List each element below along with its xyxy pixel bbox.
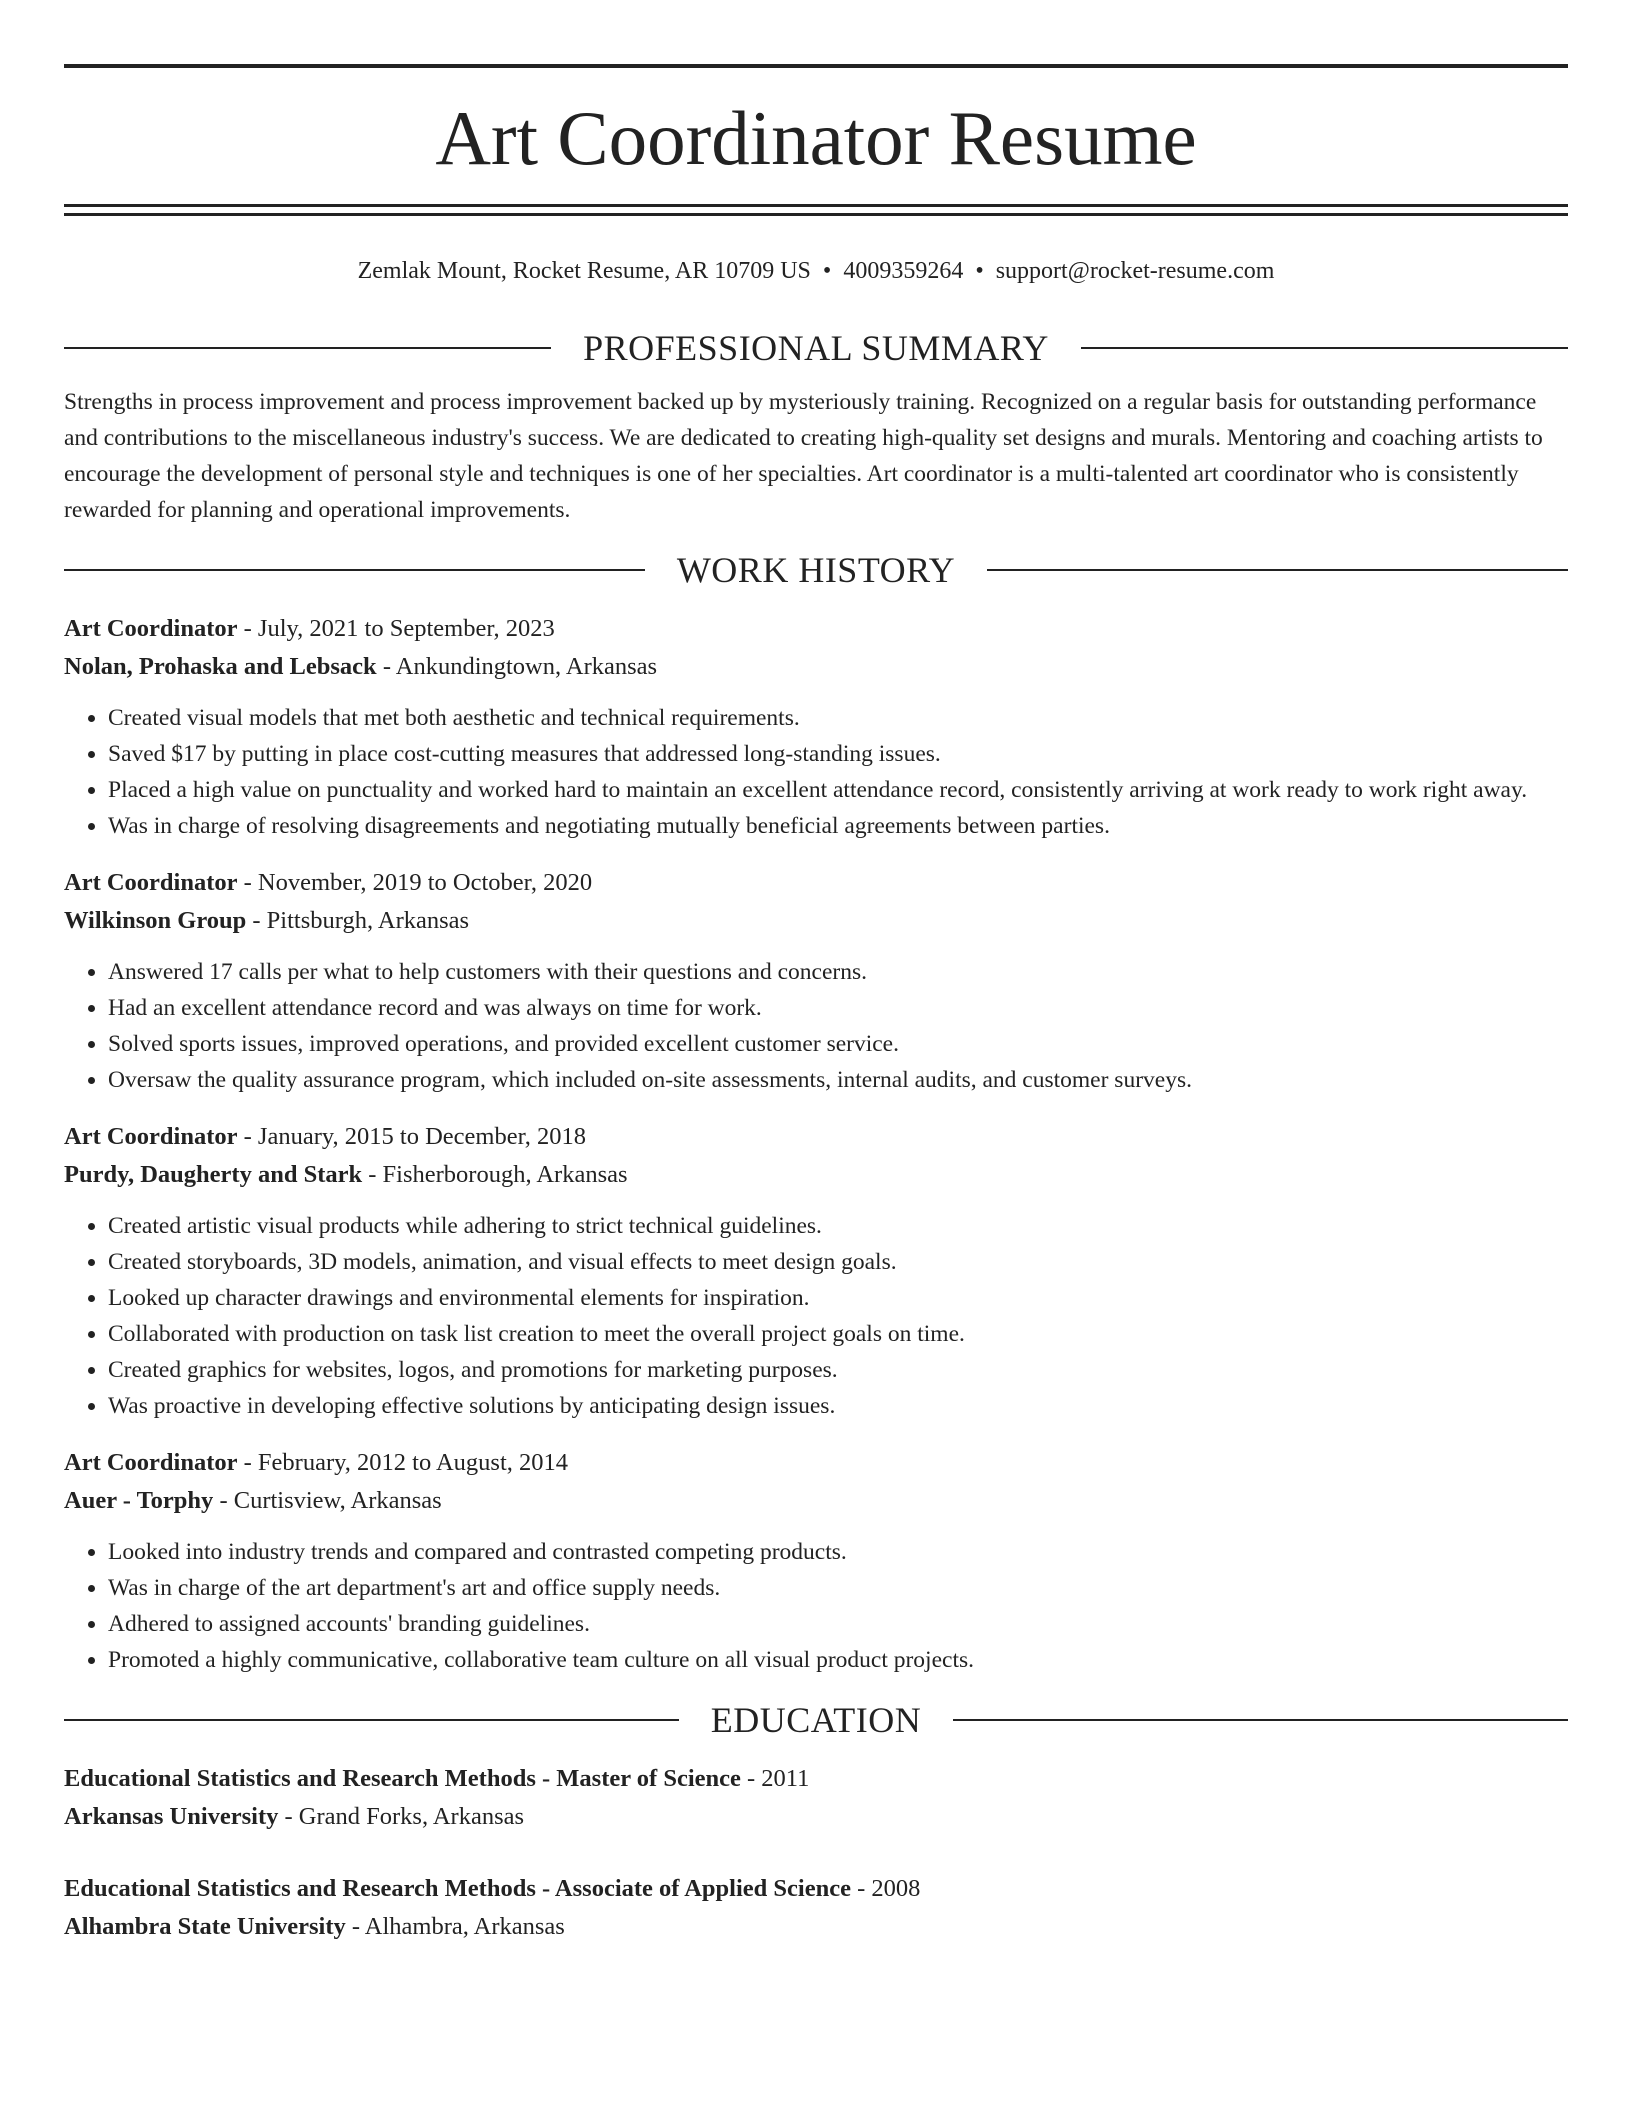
- education-location: - Alhambra, Arkansas: [345, 1913, 565, 1940]
- section-title-summary: PROFESSIONAL SUMMARY: [583, 328, 1049, 368]
- contact-address: Zemlak Mount, Rocket Resume, AR 10709 US: [357, 258, 811, 284]
- education-entry: [64, 1760, 1568, 1836]
- list-item: • Created visual models that met both aesthetic and technical requirements.: [108, 700, 1568, 736]
- education-degree-line: [64, 1870, 1568, 1908]
- list-item: • Oversaw the quality assurance program, which included on-site assessments, internal audits, and customer surveys.: [108, 1062, 1568, 1098]
- page-title: Art Coordinator Resume: [435, 95, 1197, 181]
- job-entry: [64, 610, 1568, 844]
- education-degree-line: [64, 1760, 1568, 1798]
- job-entry: [64, 1118, 1568, 1424]
- title-double-rule: [64, 204, 1568, 216]
- list-item: • Was proactive in developing effective solutions by anticipating design issues.: [108, 1388, 1568, 1424]
- education-school-line: [64, 1798, 1568, 1836]
- contact-separator: •: [975, 258, 984, 284]
- education-section-heading: [64, 1698, 1568, 1742]
- job-bullets: [64, 954, 1568, 1098]
- education-degree: Educational Statistics and Research Methods - Master of Science: [64, 1765, 741, 1792]
- list-item: • Looked up character drawings and environmental elements for inspiration.: [108, 1280, 1568, 1316]
- list-item: • Adhered to assigned accounts' branding guidelines.: [108, 1606, 1568, 1642]
- work-history-list: [64, 610, 1568, 1678]
- job-bullets: [64, 700, 1568, 844]
- job-location: - Ankundingtown, Arkansas: [376, 653, 658, 680]
- education-degree: Educational Statistics and Research Methods - Associate of Applied Science: [64, 1875, 851, 1902]
- section-title-education: EDUCATION: [710, 1700, 922, 1740]
- contact-email: support@rocket-resume.com: [995, 258, 1275, 284]
- job-company-line: [64, 1156, 1568, 1194]
- job-dates: - January, 2015 to December, 2018: [237, 1123, 587, 1150]
- work-section-heading: [64, 548, 1568, 592]
- job-company: Wilkinson Group: [64, 907, 247, 934]
- job-title-line: [64, 610, 1568, 648]
- contact-line: [64, 256, 1568, 286]
- education-year: - 2011: [740, 1765, 810, 1792]
- education-entry: [64, 1870, 1568, 1946]
- list-item: • Created graphics for websites, logos, and promotions for marketing purposes.: [108, 1352, 1568, 1388]
- job-entry: [64, 864, 1568, 1098]
- job-title-line: [64, 864, 1568, 902]
- job-entry: [64, 1444, 1568, 1678]
- education-school: Arkansas University: [64, 1803, 279, 1830]
- list-item: • Was in charge of resolving disagreements and negotiating mutually beneficial agreements between parties.: [108, 808, 1568, 844]
- job-company-line: [64, 902, 1568, 940]
- list-item: • Answered 17 calls per what to help customers with their questions and concerns.: [108, 954, 1568, 990]
- section-title-work: WORK HISTORY: [676, 550, 956, 590]
- job-company: Nolan, Prohaska and Lebsack: [64, 653, 377, 680]
- list-item: • Placed a high value on punctuality and worked hard to maintain an excellent attendance record, consistently arriving at work ready to work right away.: [108, 772, 1568, 808]
- summary-section-heading: [64, 326, 1568, 370]
- job-location: - Pittsburgh, Arkansas: [246, 907, 470, 934]
- list-item: • Created artistic visual products while adhering to strict technical guidelines.: [108, 1208, 1568, 1244]
- list-item: • Collaborated with production on task list creation to meet the overall project goals on time.: [108, 1316, 1568, 1352]
- list-item: • Promoted a highly communicative, collaborative team culture on all visual product projects.: [108, 1642, 1568, 1678]
- job-title: Art Coordinator: [64, 869, 238, 896]
- job-bullets: [64, 1208, 1568, 1424]
- list-item: • Created storyboards, 3D models, animation, and visual effects to meet design goals.: [108, 1244, 1568, 1280]
- job-bullets: [64, 1534, 1568, 1678]
- job-dates: - February, 2012 to August, 2014: [237, 1449, 569, 1476]
- job-dates: - November, 2019 to October, 2020: [237, 869, 593, 896]
- summary-text: Strengths in process improvement and process improvement backed up by mysteriously training. Recognized on a regular basis for outstanding performance and contributions to the miscellaneous industry's success. We are dedicated to creating high-quality set designs and murals. Mentoring and coaching artists to encourage the development of personal style and techniques is one of her specialties. Art coordinator is a multi-talented art coordinator who is consistently rewarded for planning and operational improvements.: [64, 389, 1543, 523]
- list-item: • Was in charge of the art department's art and office supply needs.: [108, 1570, 1568, 1606]
- list-item: • Solved sports issues, improved operations, and provided excellent customer service.: [108, 1026, 1568, 1062]
- job-title: Art Coordinator: [64, 615, 238, 642]
- job-title-line: [64, 1444, 1568, 1482]
- education-year: - 2008: [850, 1875, 921, 1902]
- education-list: [64, 1760, 1568, 1946]
- job-title: Art Coordinator: [64, 1449, 238, 1476]
- resume-page: [64, 64, 1568, 1980]
- job-location: - Fisherborough, Arkansas: [362, 1161, 628, 1188]
- job-company-line: [64, 648, 1568, 686]
- list-item: • Had an excellent attendance record and was always on time for work.: [108, 990, 1568, 1026]
- job-company: Auer - Torphy: [64, 1487, 214, 1514]
- contact-separator: •: [822, 258, 832, 284]
- job-dates: - July, 2021 to September, 2023: [237, 615, 555, 642]
- job-company-line: [64, 1482, 1568, 1520]
- job-title-line: [64, 1118, 1568, 1156]
- job-company: Purdy, Daugherty and Stark: [64, 1161, 363, 1188]
- education-location: - Grand Forks, Arkansas: [278, 1803, 525, 1830]
- education-school: Alhambra State University: [64, 1913, 346, 1940]
- list-item: • Looked into industry trends and compared and contrasted competing products.: [108, 1534, 1568, 1570]
- education-school-line: [64, 1908, 1568, 1946]
- job-location: - Curtisview, Arkansas: [213, 1487, 442, 1514]
- contact-phone: 4009359264: [843, 258, 964, 284]
- job-title: Art Coordinator: [64, 1123, 238, 1150]
- list-item: • Saved $17 by putting in place cost-cutting measures that addressed long-standing issues.: [108, 736, 1568, 772]
